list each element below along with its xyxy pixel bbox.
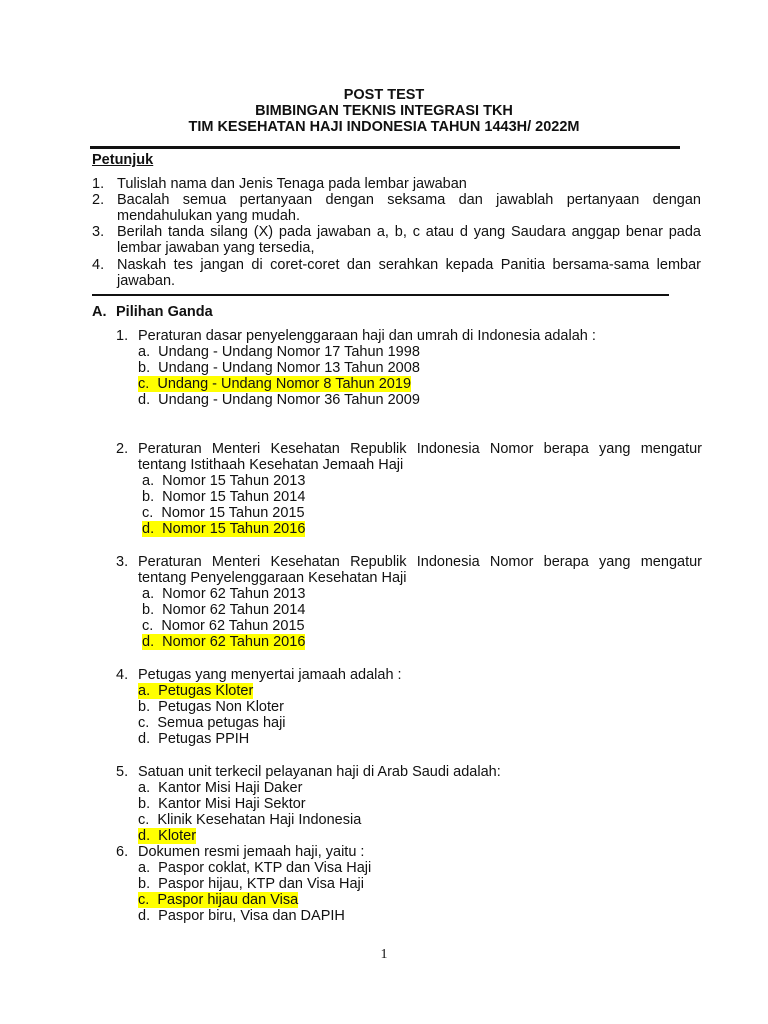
instruction-text: Berilah tanda silang (X) pada jawaban a, b, c atau d yang Saudara anggap benar pada [117,224,701,240]
option-c-highlighted: c. Paspor hijau dan Visa [138,892,299,908]
question-text: Peraturan dasar penyelenggaraan haji dan umrah di Indonesia adalah : [138,328,596,344]
question-number: 3. [116,554,129,570]
option-b: b. Paspor hijau, KTP dan Visa Haji [138,876,364,892]
instruction-text: lembar jawaban yang tersedia, [117,240,315,256]
question-number: 5. [116,764,129,780]
instruction-text: mendahulukan yang mudah. [117,208,300,224]
instruction-number: 4. [92,257,105,273]
instruction-text: Bacalah semua pertanyaan dengan seksama dan jawablah pertanyaan dengan [117,192,701,208]
header-rule [90,146,680,149]
option-a: a. Kantor Misi Haji Daker [138,780,303,796]
option-d: d. Undang - Undang Nomor 36 Tahun 2009 [138,392,420,408]
page-number: 1 [380,947,388,962]
option-d-highlighted: d. Nomor 62 Tahun 2016 [142,634,306,650]
option-b: b. Petugas Non Kloter [138,699,284,715]
option-c: c. Nomor 62 Tahun 2015 [142,618,305,634]
option-b: b. Undang - Undang Nomor 13 Tahun 2008 [138,360,420,376]
option-a: a. Nomor 15 Tahun 2013 [142,473,306,489]
option-b: b. Nomor 15 Tahun 2014 [142,489,306,505]
option-c: c. Semua petugas haji [138,715,286,731]
option-d-highlighted: d. Kloter [138,828,197,844]
title-line-3: TIM KESEHATAN HAJI INDONESIA TAHUN 1443H/ 2022M [188,119,580,135]
question-text: tentang Istithaah Kesehatan Jemaah Haji [138,457,404,473]
question-text: Petugas yang menyertai jamaah adalah : [138,667,402,683]
question-number: 4. [116,667,129,683]
option-d-highlighted: d. Nomor 15 Tahun 2016 [142,521,306,537]
question-text: tentang Penyelenggaraan Kesehatan Haji [138,570,407,586]
instruction-text: Tulislah nama dan Jenis Tenaga pada lembar jawaban [117,176,467,192]
option-b: b. Kantor Misi Haji Sektor [138,796,306,812]
option-a-highlighted: a. Petugas Kloter [138,683,254,699]
option-a: a. Nomor 62 Tahun 2013 [142,586,306,602]
option-a: a. Paspor coklat, KTP dan Visa Haji [138,860,372,876]
instruction-text: Naskah tes jangan di coret-coret dan serahkan kepada Panitia bersama-sama lembar [117,257,701,273]
question-text: Dokumen resmi jemaah haji, yaitu : [138,844,365,860]
option-d: d. Petugas PPIH [138,731,250,747]
option-c-highlighted: c. Undang - Undang Nomor 8 Tahun 2019 [138,376,412,392]
option-c: c. Klinik Kesehatan Haji Indonesia [138,812,362,828]
title-line-2: BIMBINGAN TEKNIS INTEGRASI TKH [255,103,513,119]
instructions-rule [92,294,669,296]
instruction-number: 2. [92,192,105,208]
question-text: Peraturan Menteri Kesehatan Republik Indonesia Nomor berapa yang mengatur [138,554,702,570]
option-a: a. Undang - Undang Nomor 17 Tahun 1998 [138,344,420,360]
instruction-text: jawaban. [117,273,176,289]
question-number: 1. [116,328,129,344]
question-text: Satuan unit terkecil pelayanan haji di Arab Saudi adalah: [138,764,501,780]
option-c: c. Nomor 15 Tahun 2015 [142,505,305,521]
instruction-number: 1. [92,176,105,192]
instructions-heading: Petunjuk [92,152,154,168]
option-b: b. Nomor 62 Tahun 2014 [142,602,306,618]
option-d: d. Paspor biru, Visa dan DAPIH [138,908,345,924]
question-number: 2. [116,441,129,457]
section-label: A. [92,304,107,320]
question-text: Peraturan Menteri Kesehatan Republik Indonesia Nomor berapa yang mengatur [138,441,702,457]
title-line-1: POST TEST [343,87,425,103]
question-number: 6. [116,844,129,860]
section-title: Pilihan Ganda [116,304,213,320]
instruction-number: 3. [92,224,105,240]
